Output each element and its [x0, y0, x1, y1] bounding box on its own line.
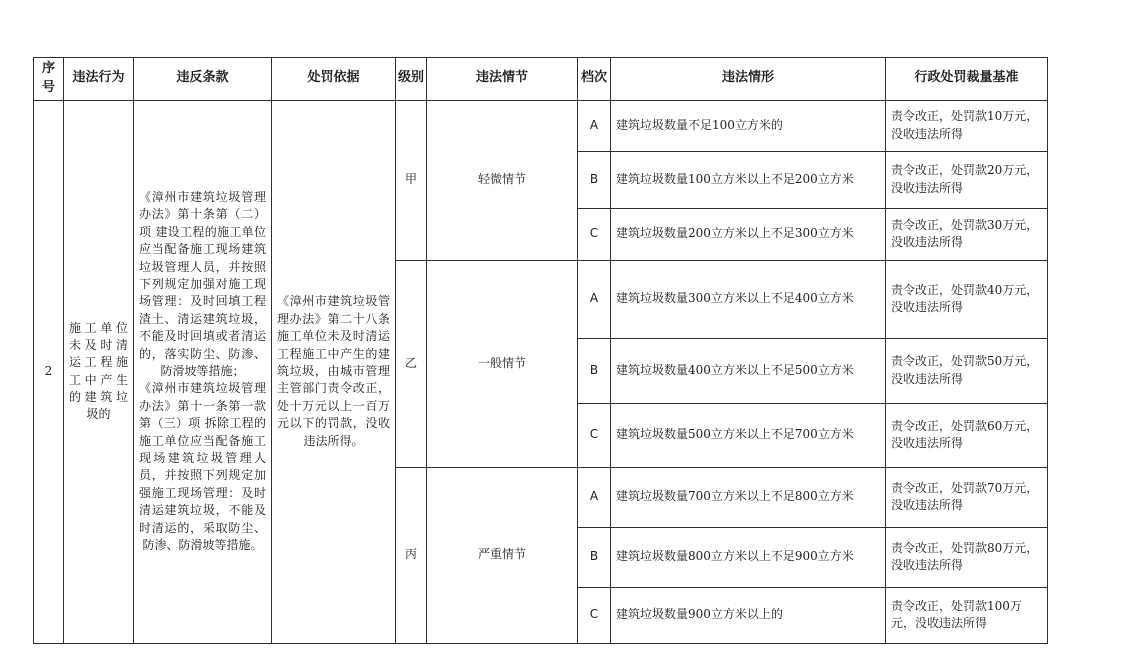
standard-cell: 责令改正，处罚款60万元，没收违法所得 [886, 403, 1048, 467]
illegal-behavior-cell: 施工单位未及时清运工程施工中产生的建筑垃圾的 [64, 100, 134, 643]
situation-cell: 建筑垃圾数量800立方米以上不足900立方米 [611, 527, 886, 587]
grade-cell: B [578, 151, 611, 208]
situation-cell: 建筑垃圾数量不足100立方米的 [611, 100, 886, 151]
standard-cell: 责令改正，处罚款100万元，没收违法所得 [886, 587, 1048, 643]
header-row [34, 58, 1048, 101]
situation-cell: 建筑垃圾数量100立方米以上不足200立方米 [611, 151, 886, 208]
col-header-circumstance: 违法情节 [427, 58, 578, 101]
standard-cell: 责令改正，处罚款50万元，没收违法所得 [886, 338, 1048, 403]
col-header-situation: 违法情形 [611, 58, 886, 101]
violated-clause-cell [134, 100, 272, 643]
circumstance-cell-serious: 严重情节 [427, 467, 578, 643]
col-header-clause: 违反条款 [134, 58, 272, 101]
standard-cell: 责令改正，处罚款30万元，没收违法所得 [886, 208, 1048, 260]
col-header-basis: 处罚依据 [272, 58, 396, 101]
penalty-discretion-table [33, 57, 1048, 644]
circumstance-cell-general: 一般情节 [427, 260, 578, 467]
standard-cell: 责令改正，处罚款10万元，没收违法所得 [886, 100, 1048, 151]
col-header-standard: 行政处罚裁量基准 [886, 58, 1048, 101]
situation-cell: 建筑垃圾数量900立方米以上的 [611, 587, 886, 643]
standard-cell: 责令改正，处罚款80万元，没收违法所得 [886, 527, 1048, 587]
grade-cell: B [578, 338, 611, 403]
grade-cell: B [578, 527, 611, 587]
row-number-cell: 2 [34, 100, 64, 643]
violated-clause-paragraph-2: 《漳州市建筑垃圾管理办法》第十一条第一款第（三）项 拆除工程的施工单位应当配备施工现场建筑垃圾管理人员，并按照下列规定加强施工现场管理：及时清运建筑垃圾，不能及时清运的，采取防尘、防渗、防滑坡等措施。 [139, 381, 266, 552]
grade-cell: C [578, 208, 611, 260]
table-row [34, 100, 1048, 151]
col-header-grade: 档次 [578, 58, 611, 101]
grade-cell: C [578, 403, 611, 467]
grade-cell: A [578, 100, 611, 151]
col-header-seq: 序号 [34, 58, 64, 101]
circumstance-cell-minor: 轻微情节 [427, 100, 578, 260]
level-cell-bing: 丙 [396, 467, 427, 643]
situation-cell: 建筑垃圾数量200立方米以上不足300立方米 [611, 208, 886, 260]
col-header-level: 级别 [396, 58, 427, 101]
standard-cell: 责令改正，处罚款40万元，没收违法所得 [886, 260, 1048, 338]
situation-cell: 建筑垃圾数量700立方米以上不足800立方米 [611, 467, 886, 527]
situation-cell: 建筑垃圾数量400立方米以上不足500立方米 [611, 338, 886, 403]
violated-clause-paragraph-1: 《漳州市建筑垃圾管理办法》第十条第（二）项 建设工程的施工单位应当配备施工现场建筑垃圾管理人员，并按照下列规定加强对施工现场管理：及时回填工程渣土、清运建筑垃圾，不能及时回填或者清运的，落实防尘、防渗、防滑坡等措施； [139, 190, 266, 378]
level-cell-jia: 甲 [396, 100, 427, 260]
grade-cell: C [578, 587, 611, 643]
col-header-behavior: 违法行为 [64, 58, 134, 101]
situation-cell: 建筑垃圾数量300立方米以上不足400立方米 [611, 260, 886, 338]
standard-cell: 责令改正，处罚款20万元，没收违法所得 [886, 151, 1048, 208]
level-cell-yi: 乙 [396, 260, 427, 467]
penalty-basis-cell: 《漳州市建筑垃圾管理办法》第二十八条 施工单位未及时清运工程施工中产生的建筑垃圾，由城市管理主管部门责令改正，处十万元以上一百万元以下的罚款，没收违法所得。 [272, 100, 396, 643]
standard-cell: 责令改正，处罚款70万元，没收违法所得 [886, 467, 1048, 527]
grade-cell: A [578, 260, 611, 338]
grade-cell: A [578, 467, 611, 527]
situation-cell: 建筑垃圾数量500立方米以上不足700立方米 [611, 403, 886, 467]
